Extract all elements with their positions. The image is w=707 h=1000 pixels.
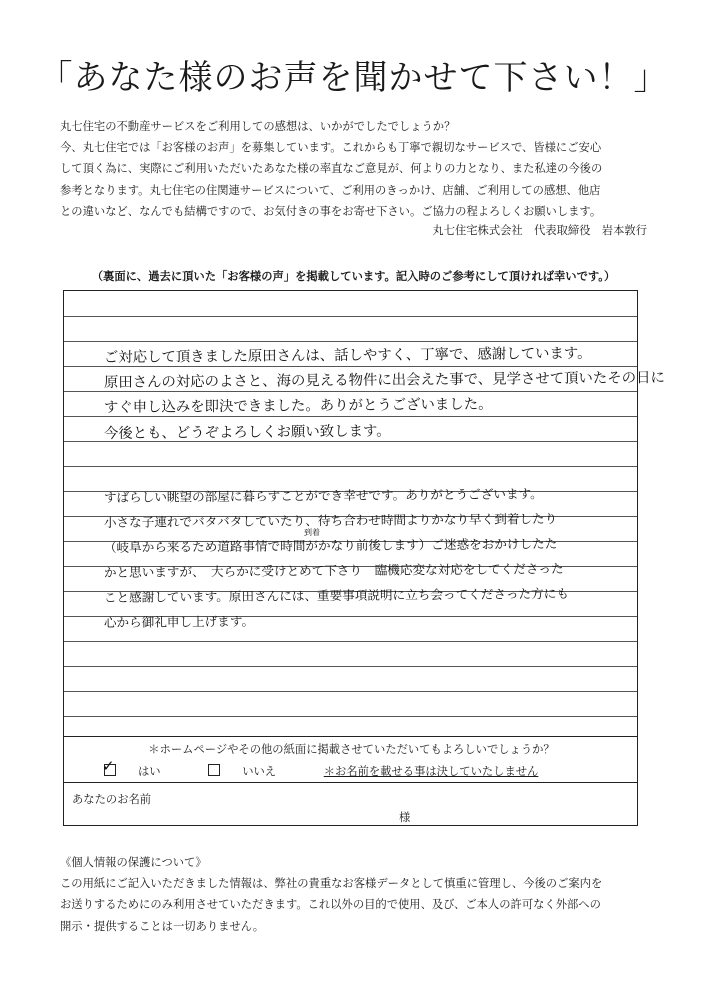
name-field-label: あなたのお名前 (72, 793, 152, 806)
section-divider (64, 736, 637, 737)
privacy-line: お送りするためにのみ利用させていただきます。これ以外の目的で使用、及び、ご本人の許可なく外部への (60, 898, 601, 912)
no-label: いいえ (242, 765, 277, 778)
back-side-notice: （裏面に、過去に頂いた「お客様の声」を掲載しています。記入時のご参考にして頂ければ幸いです。） (91, 270, 616, 283)
handwritten-line: こと感謝しています。原田さんには、重要事項説明に立ち会ってくださった方にも (103, 585, 569, 605)
privacy-line: この用紙にご記入いただきました情報は、弊社の貴重なお客様データとして慎重に管理し、今後のご案内を (60, 877, 603, 891)
consent-yes-option[interactable] (102, 757, 186, 778)
privacy-title: 《個人情報の保護について》 (60, 856, 207, 869)
handwritten-line: 今後とも、どうぞよろしくお願い致します。 (103, 423, 391, 443)
publish-consent-question: ＊ホームページやその他の紙面に掲載させていただいてもよろしいでしょうか？ (148, 743, 555, 756)
privacy-section (60, 852, 680, 937)
honorific-suffix: 様 (399, 811, 411, 824)
intro-paragraph (60, 116, 660, 222)
handwritten-line: ご対応して頂きました原田さんは、話しやすく、丁寧で、感謝しています。 (103, 345, 592, 367)
yes-checkbox[interactable] (102, 757, 116, 776)
privacy-line: 開示・提供することは一切ありません。 (60, 919, 265, 933)
intro-line: 丸七住宅の不動産サービスをご利用しての感想は、いかがでしたでしょうか？ (60, 120, 456, 133)
checkmark-icon: ✓ (102, 757, 115, 775)
handwritten-line: 原田さんの対応のよさと、海の見える物件に出会えた事で、見学させて頂いたその日に (103, 370, 665, 392)
handwritten-line: （岐阜から来るため道路事情で時間がかなり前後します）ご迷惑をおかけしたた (103, 536, 558, 555)
handwritten-line: すばらしい眺望の部屋に暮らすことができ幸せです。ありがとうございます。 (103, 486, 543, 506)
intro-line: 参考となります。丸七住宅の住関連サービスについて、ご利用のきっかけ、店舗、ご利用しての感想、他店 (60, 183, 601, 197)
handwritten-line: 心から御礼申し上げます。 (103, 613, 255, 630)
handwritten-ruby: 到着 (304, 528, 320, 537)
handwritten-line: すぐ申し込みを即決できました。ありがとうございました。 (103, 396, 493, 417)
intro-line: との違いなど、なんでも結構ですので、お気付きの事をお寄せ下さい。ご協力の程よろしくお願いします。 (60, 204, 602, 218)
handwritten-line: かと思いますが、 大らかに受けとめて下さり 臨機応変な対応をしてくださった (103, 560, 564, 580)
handwritten-line: 小さな子連れでバタバタしていたり、待ち合わせ時間よりかなり早く到着したり (103, 511, 558, 530)
comment-form (63, 290, 665, 826)
ruled-line (64, 691, 637, 692)
ruled-line (64, 666, 637, 667)
page-title: 「あなた様のお声を聞かせて下さい！」 (38, 58, 669, 98)
consent-no-option[interactable] (208, 765, 302, 778)
name-privacy-note: ＊お名前を載せる事は決していたしません (323, 765, 539, 778)
publish-consent-options (102, 757, 560, 779)
yes-label: はい (138, 765, 161, 778)
company-signature: 丸七住宅株式会社 代表取締役 岩本敦行 (432, 224, 647, 237)
no-checkbox[interactable] (208, 764, 220, 776)
intro-line: して頂く為に、実際にご利用いただいたあなた様の率直なご意見が、何よりの力となり、また私達の今後の (60, 162, 603, 176)
intro-line: 今、丸七住宅では「お客様のお声」を募集しています。これからも丁寧で親切なサービスで、皆様にご安心 (60, 141, 602, 155)
ruled-line (64, 716, 637, 717)
section-divider (64, 782, 637, 783)
ruled-line (64, 466, 637, 467)
ruled-line (64, 641, 637, 642)
ruled-line (64, 316, 637, 317)
